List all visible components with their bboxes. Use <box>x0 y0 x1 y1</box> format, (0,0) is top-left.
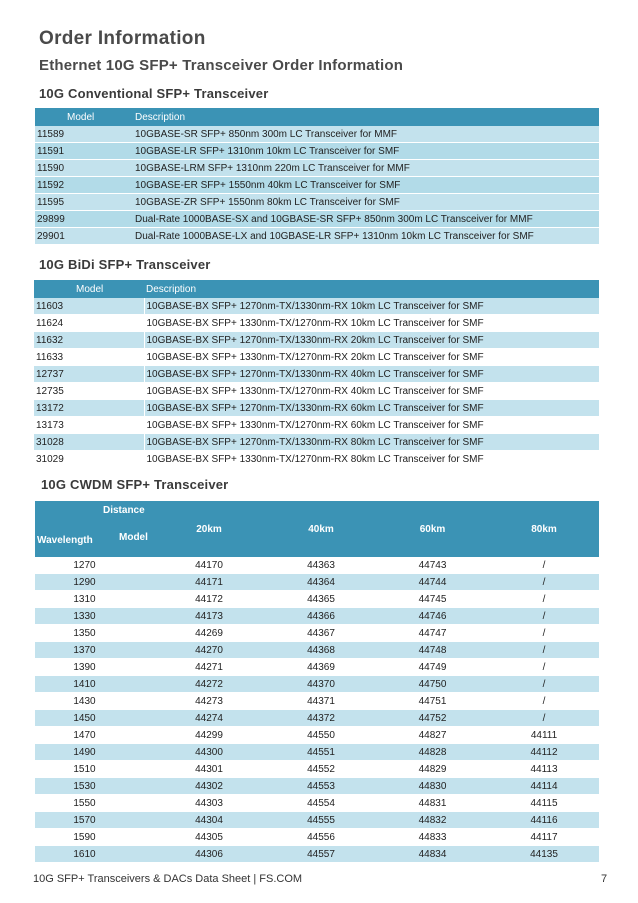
model-cell: 11590 <box>35 160 133 177</box>
table-row <box>35 693 599 710</box>
model-40km-cell: 44365 <box>264 591 376 608</box>
distance-label: Distance <box>103 505 145 516</box>
page-title: Order Information <box>39 28 206 49</box>
table-row <box>34 383 599 400</box>
table-row <box>35 659 599 676</box>
model-cell: 29899 <box>35 211 133 228</box>
description-cell: 10GBASE-ER SFP+ 1550nm 40km LC Transceiver for SMF <box>133 177 599 194</box>
description-cell: 10GBASE-BX SFP+ 1330nm-TX/1270nm-RX 20km LC Transceiver for SMF <box>144 349 599 366</box>
model-20km-cell: 44301 <box>152 761 264 778</box>
model-20km-cell: 44299 <box>152 727 264 744</box>
model-60km-cell: 44750 <box>376 676 487 693</box>
table-row <box>35 778 599 795</box>
model-60km-cell: 44747 <box>376 625 487 642</box>
model-cell: 11589 <box>35 126 133 143</box>
model-80km-cell: 44111 <box>487 727 599 744</box>
wavelength-cell: 1390 <box>35 659 152 676</box>
model-40km-cell: 44551 <box>264 744 376 761</box>
description-cell: 10GBASE-ZR SFP+ 1550nm 80km LC Transceiver for SMF <box>133 194 599 211</box>
wavelength-cell: 1270 <box>35 557 152 574</box>
cwdm-heading: 10G CWDM SFP+ Transceiver <box>41 477 229 492</box>
table-row <box>35 211 599 228</box>
wavelength-cell: 1610 <box>35 846 152 863</box>
description-cell: 10GBASE-BX SFP+ 1330nm-TX/1270nm-RX 60km LC Transceiver for SMF <box>144 417 599 434</box>
table-row <box>35 846 599 863</box>
model-60km-cell: 44832 <box>376 812 487 829</box>
table-row <box>35 557 599 574</box>
model-cell: 11591 <box>35 143 133 160</box>
table-row <box>35 625 599 642</box>
table-row <box>34 434 599 451</box>
model-20km-cell: 44170 <box>152 557 264 574</box>
table-row <box>35 160 599 177</box>
col-60km-header: 60km <box>376 501 487 557</box>
model-cell: 13172 <box>34 400 144 417</box>
col-80km-header: 80km <box>487 501 599 557</box>
conventional-table <box>35 108 599 245</box>
wavelength-cell: 1310 <box>35 591 152 608</box>
table-row <box>35 642 599 659</box>
model-40km-cell: 44371 <box>264 693 376 710</box>
model-cell: 29901 <box>35 228 133 245</box>
table-row <box>35 829 599 846</box>
col-model-header: Model <box>35 108 133 126</box>
description-cell: 10GBASE-LR SFP+ 1310nm 10km LC Transceiver for SMF <box>133 143 599 160</box>
table-row <box>34 349 599 366</box>
wavelength-cell: 1550 <box>35 795 152 812</box>
cwdm-table <box>35 501 599 863</box>
col-model-header: Model <box>34 280 144 298</box>
wavelength-cell: 1590 <box>35 829 152 846</box>
footer-text: 10G SFP+ Transceivers & DACs Data Sheet | FS.COM <box>33 873 303 885</box>
table-row <box>35 143 599 160</box>
model-cell: 11633 <box>34 349 144 366</box>
model-40km-cell: 44557 <box>264 846 376 863</box>
table-row <box>34 332 599 349</box>
model-cell: 12735 <box>34 383 144 400</box>
bidi-table <box>34 280 599 468</box>
model-40km-cell: 44366 <box>264 608 376 625</box>
model-60km-cell: 44748 <box>376 642 487 659</box>
wavelength-cell: 1510 <box>35 761 152 778</box>
table-row <box>35 710 599 727</box>
table-row <box>35 812 599 829</box>
wavelength-cell: 1290 <box>35 574 152 591</box>
table-row <box>35 676 599 693</box>
wavelength-cell: 1430 <box>35 693 152 710</box>
col-40km-header: 40km <box>264 501 376 557</box>
model-40km-cell: 44372 <box>264 710 376 727</box>
table-row <box>34 417 599 434</box>
model-20km-cell: 44302 <box>152 778 264 795</box>
model-20km-cell: 44270 <box>152 642 264 659</box>
model-20km-cell: 44269 <box>152 625 264 642</box>
wavelength-cell: 1410 <box>35 676 152 693</box>
description-cell: 10GBASE-SR SFP+ 850nm 300m LC Transceiver for MMF <box>133 126 599 143</box>
model-cell: 11624 <box>34 315 144 332</box>
model-80km-cell: 44112 <box>487 744 599 761</box>
table-row <box>35 574 599 591</box>
bidi-heading: 10G BiDi SFP+ Transceiver <box>39 257 211 272</box>
model-20km-cell: 44272 <box>152 676 264 693</box>
model-80km-cell: / <box>487 591 599 608</box>
model-20km-cell: 44300 <box>152 744 264 761</box>
model-60km-cell: 44743 <box>376 557 487 574</box>
wavelength-cell: 1370 <box>35 642 152 659</box>
description-cell: 10GBASE-LRM SFP+ 1310nm 220m LC Transceiver for MMF <box>133 160 599 177</box>
model-80km-cell: 44116 <box>487 812 599 829</box>
model-60km-cell: 44749 <box>376 659 487 676</box>
model-60km-cell: 44751 <box>376 693 487 710</box>
model-80km-cell: / <box>487 710 599 727</box>
table-row <box>34 366 599 383</box>
table-row <box>35 727 599 744</box>
model-cell: 13173 <box>34 417 144 434</box>
model-80km-cell: / <box>487 574 599 591</box>
wavelength-cell: 1470 <box>35 727 152 744</box>
model-40km-cell: 44550 <box>264 727 376 744</box>
table-row <box>35 795 599 812</box>
model-60km-cell: 44829 <box>376 761 487 778</box>
wavelength-cell: 1330 <box>35 608 152 625</box>
model-cell: 12737 <box>34 366 144 383</box>
model-80km-cell: / <box>487 659 599 676</box>
conventional-heading: 10G Conventional SFP+ Transceiver <box>39 86 269 101</box>
page-subtitle: Ethernet 10G SFP+ Transceiver Order Information <box>39 57 404 74</box>
wavelength-label: Wavelength <box>37 535 93 546</box>
model-20km-cell: 44274 <box>152 710 264 727</box>
model-40km-cell: 44555 <box>264 812 376 829</box>
table-row <box>34 400 599 417</box>
table-row <box>35 177 599 194</box>
model-20km-cell: 44171 <box>152 574 264 591</box>
corner-header <box>35 501 152 557</box>
model-60km-cell: 44752 <box>376 710 487 727</box>
model-20km-cell: 44304 <box>152 812 264 829</box>
model-40km-cell: 44556 <box>264 829 376 846</box>
table-row <box>34 298 599 315</box>
model-60km-cell: 44745 <box>376 591 487 608</box>
col-description-header: Description <box>133 108 599 126</box>
model-40km-cell: 44370 <box>264 676 376 693</box>
model-80km-cell: / <box>487 693 599 710</box>
model-80km-cell: / <box>487 608 599 625</box>
model-20km-cell: 44273 <box>152 693 264 710</box>
model-20km-cell: 44172 <box>152 591 264 608</box>
table-row <box>35 744 599 761</box>
model-60km-cell: 44830 <box>376 778 487 795</box>
model-80km-cell: / <box>487 625 599 642</box>
model-60km-cell: 44834 <box>376 846 487 863</box>
model-20km-cell: 44303 <box>152 795 264 812</box>
wavelength-cell: 1570 <box>35 812 152 829</box>
model-20km-cell: 44306 <box>152 846 264 863</box>
model-label: Model <box>119 532 148 543</box>
col-description-header: Description <box>144 280 599 298</box>
description-cell: 10GBASE-BX SFP+ 1330nm-TX/1270nm-RX 80km LC Transceiver for SMF <box>144 451 599 468</box>
model-40km-cell: 44363 <box>264 557 376 574</box>
wavelength-cell: 1450 <box>35 710 152 727</box>
model-60km-cell: 44831 <box>376 795 487 812</box>
model-40km-cell: 44369 <box>264 659 376 676</box>
table-row <box>35 591 599 608</box>
table-row <box>35 761 599 778</box>
model-cell: 11595 <box>35 194 133 211</box>
model-80km-cell: 44114 <box>487 778 599 795</box>
table-row <box>34 451 599 468</box>
model-60km-cell: 44833 <box>376 829 487 846</box>
description-cell: 10GBASE-BX SFP+ 1330nm-TX/1270nm-RX 40km LC Transceiver for SMF <box>144 383 599 400</box>
description-cell: 10GBASE-BX SFP+ 1270nm-TX/1330nm-RX 40km LC Transceiver for SMF <box>144 366 599 383</box>
col-20km-header: 20km <box>152 501 264 557</box>
model-80km-cell: / <box>487 557 599 574</box>
page-number: 7 <box>601 873 608 885</box>
wavelength-cell: 1350 <box>35 625 152 642</box>
model-60km-cell: 44828 <box>376 744 487 761</box>
wavelength-cell: 1490 <box>35 744 152 761</box>
model-80km-cell: / <box>487 642 599 659</box>
model-40km-cell: 44553 <box>264 778 376 795</box>
description-cell: 10GBASE-BX SFP+ 1270nm-TX/1330nm-RX 60km LC Transceiver for SMF <box>144 400 599 417</box>
model-cell: 11603 <box>34 298 144 315</box>
model-20km-cell: 44305 <box>152 829 264 846</box>
model-60km-cell: 44746 <box>376 608 487 625</box>
table-row <box>35 608 599 625</box>
description-cell: Dual-Rate 1000BASE-LX and 10GBASE-LR SFP+ 1310nm 10km LC Transceiver for SMF <box>133 228 599 245</box>
model-20km-cell: 44271 <box>152 659 264 676</box>
table-row <box>34 315 599 332</box>
model-80km-cell: / <box>487 676 599 693</box>
table-row <box>35 126 599 143</box>
model-cell: 31028 <box>34 434 144 451</box>
model-40km-cell: 44554 <box>264 795 376 812</box>
model-20km-cell: 44173 <box>152 608 264 625</box>
model-60km-cell: 44827 <box>376 727 487 744</box>
description-cell: Dual-Rate 1000BASE-SX and 10GBASE-SR SFP+ 850nm 300m LC Transceiver for MMF <box>133 211 599 228</box>
model-80km-cell: 44113 <box>487 761 599 778</box>
model-80km-cell: 44135 <box>487 846 599 863</box>
description-cell: 10GBASE-BX SFP+ 1270nm-TX/1330nm-RX 80km LC Transceiver for SMF <box>144 434 599 451</box>
model-cell: 11592 <box>35 177 133 194</box>
table-row <box>35 194 599 211</box>
model-40km-cell: 44367 <box>264 625 376 642</box>
model-60km-cell: 44744 <box>376 574 487 591</box>
description-cell: 10GBASE-BX SFP+ 1270nm-TX/1330nm-RX 10km LC Transceiver for SMF <box>144 298 599 315</box>
description-cell: 10GBASE-BX SFP+ 1330nm-TX/1270nm-RX 10km LC Transceiver for SMF <box>144 315 599 332</box>
model-cell: 31029 <box>34 451 144 468</box>
model-80km-cell: 44117 <box>487 829 599 846</box>
model-40km-cell: 44368 <box>264 642 376 659</box>
model-80km-cell: 44115 <box>487 795 599 812</box>
description-cell: 10GBASE-BX SFP+ 1270nm-TX/1330nm-RX 20km LC Transceiver for SMF <box>144 332 599 349</box>
model-cell: 11632 <box>34 332 144 349</box>
model-40km-cell: 44364 <box>264 574 376 591</box>
table-row <box>35 228 599 245</box>
model-40km-cell: 44552 <box>264 761 376 778</box>
wavelength-cell: 1530 <box>35 778 152 795</box>
